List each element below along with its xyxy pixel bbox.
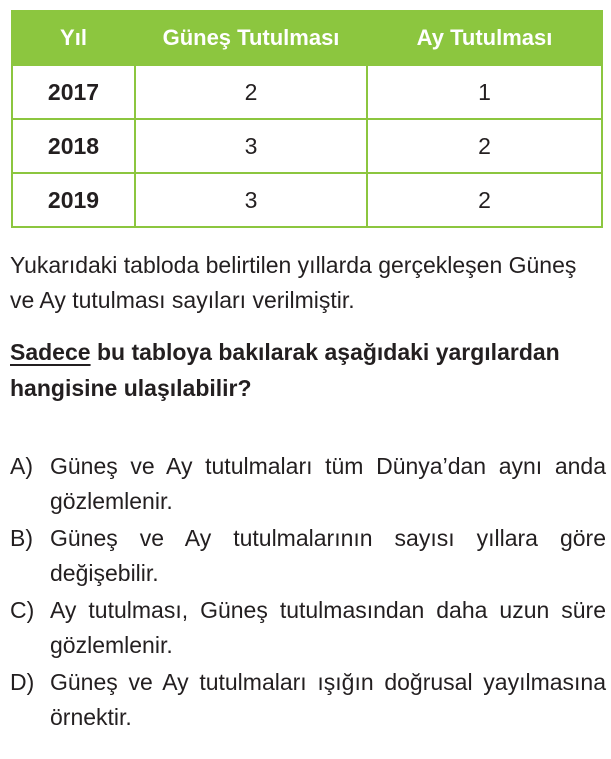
question-emphasis: Sadece (10, 339, 91, 365)
cell-lunar: 2 (367, 119, 602, 173)
cell-lunar: 1 (367, 65, 602, 119)
option-letter: A) (10, 453, 33, 479)
table-row (12, 119, 602, 173)
option-c[interactable] (10, 593, 606, 663)
option-a[interactable] (10, 449, 606, 519)
option-letter: B) (10, 525, 33, 551)
cell-solar: 3 (135, 173, 367, 227)
option-text: Güneş ve Ay tutulmaları ışığın doğrusal yayılmasına örnektir. (50, 669, 606, 730)
header-year: Yıl (12, 11, 135, 65)
cell-solar: 2 (135, 65, 367, 119)
option-d[interactable] (10, 665, 606, 735)
table-row (12, 65, 602, 119)
cell-lunar: 2 (367, 173, 602, 227)
option-text: Güneş ve Ay tutulmalarının sayısı yıllara göre değişebilir. (50, 525, 606, 586)
question-rest: bu tabloya bakılarak aşağıdaki yargılardan hangisine ulaşılabilir? (10, 339, 560, 401)
table-row (12, 173, 602, 227)
cell-year: 2017 (12, 65, 135, 119)
intro-text: Yukarıdaki tabloda belirtilen yıllarda gerçekleşen Güneş ve Ay tutulması sayıları verilmiştir. (10, 252, 577, 313)
header-lunar-eclipse: Ay Tutulması (367, 11, 602, 65)
header-solar-eclipse: Güneş Tutulması (135, 11, 367, 65)
cell-year: 2019 (12, 173, 135, 227)
option-text: Güneş ve Ay tutulmaları tüm Dünya’dan aynı anda gözlemlenir. (50, 453, 606, 514)
question-text (10, 334, 608, 406)
answer-options (10, 449, 606, 737)
cell-year: 2018 (12, 119, 135, 173)
option-b[interactable] (10, 521, 606, 591)
eclipse-table (11, 10, 603, 228)
option-letter: C) (10, 597, 35, 623)
cell-solar: 3 (135, 119, 367, 173)
table-header-row (12, 11, 602, 65)
option-letter: D) (10, 669, 35, 695)
option-text: Ay tutulması, Güneş tutulmasından daha uzun süre gözlemlenir. (50, 597, 606, 658)
